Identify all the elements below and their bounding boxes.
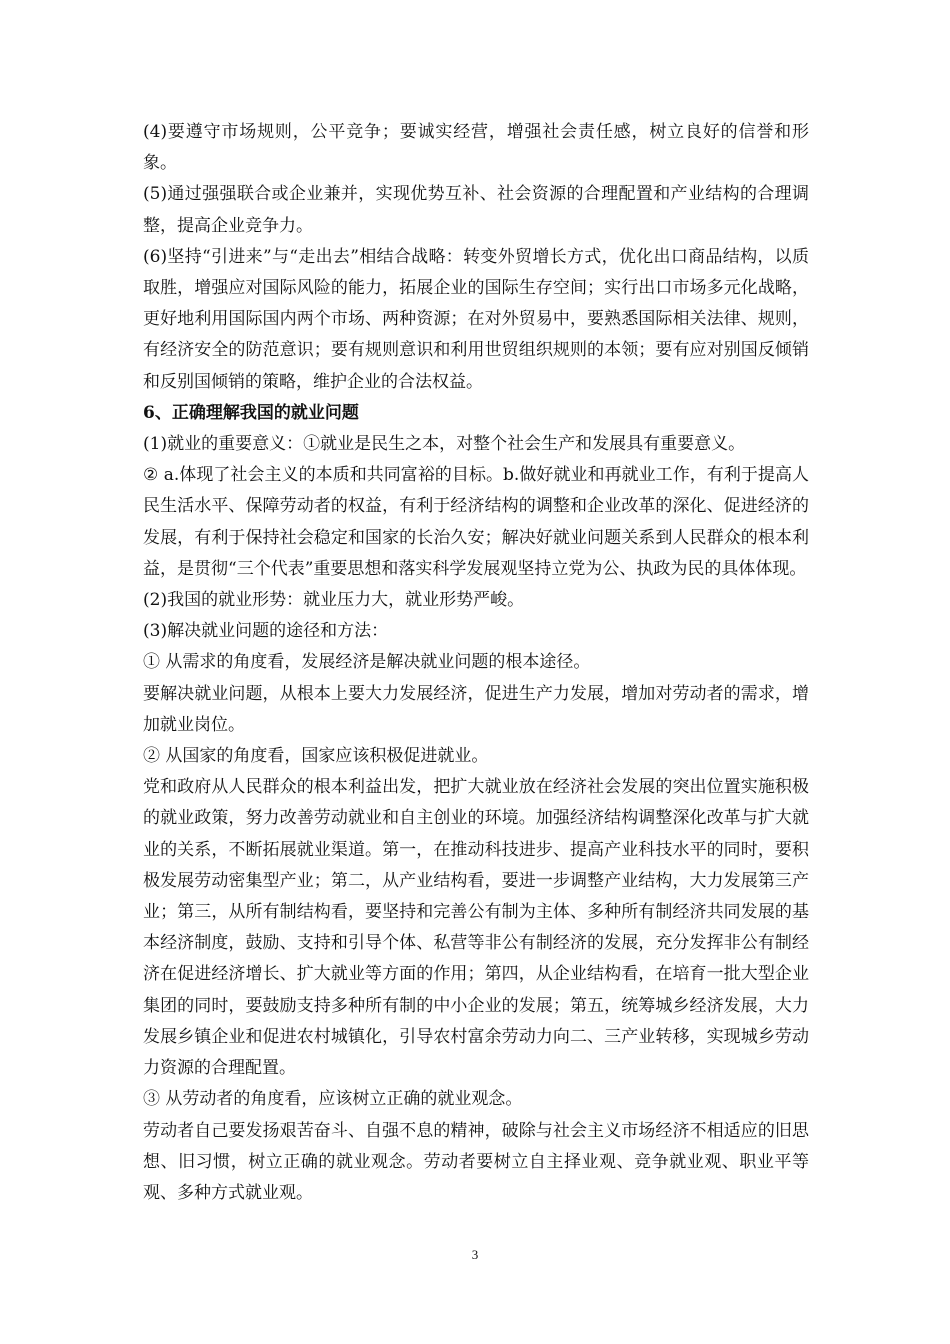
paragraph-employment-significance: ② a.体现了社会主义的本质和共同富裕的目标。b.做好就业和再就业工作，有利于提高人民生活水平、保障劳动者的权益，有利于经济结构的调整和企业改革的深化、促进经济的发展，有利于保持社会稳定和国家的长治久安；解决好就业问题关系到人民群众的根本利益，是贯彻“三个代表”重要思想和落实科学发展观坚持立党为公、执政为民的具体体现。 xyxy=(143,465,809,579)
paragraph-worker-view: ③ 从劳动者的角度看，应该树立正确的就业观念。 xyxy=(143,1089,523,1110)
paragraph-going-global: (6)坚持“引进来”与“走出去”相结合战略：转变外贸增长方式，优化出口商品结构，以质取胜，增强应对国际风险的能力，拓展企业的国际生存空间；实行出口市场多元化战略，更好地利用国际国内两个市场、两种资源；在对外贸易中，要熟悉国际相关法律、规则，有经济安全的防范意识；要有规则意识和利用世贸组织规则的本领；要有应对别国反倾销和反别国倾销的策略，维护企业的合法权益。 xyxy=(143,246,809,392)
paragraph-employment-importance: (1)就业的重要意义：①就业是民生之本，对整个社会生产和发展具有重要意义。 xyxy=(143,434,746,455)
paragraph-worker-detail: 劳动者自己要发扬艰苦奋斗、自强不息的精神，破除与社会主义市场经济不相适应的旧思想、旧习惯，树立正确的就业观念。劳动者要树立自主择业观、竞争就业观、职业平等观、多种方式就业观。 xyxy=(143,1120,809,1203)
paragraph-demand-view: ① 从需求的角度看，发展经济是解决就业问题的根本途径。 xyxy=(143,652,591,673)
document-body xyxy=(143,117,809,1209)
page-number: 3 xyxy=(471,1247,479,1262)
paragraph-mergers: (5)通过强强联合或企业兼并，实现优势互补、社会资源的合理配置和产业结构的合理调整，提高企业竞争力。 xyxy=(143,184,809,236)
paragraph-employment-situation: (2)我国的就业形势：就业压力大，就业形势严峻。 xyxy=(143,590,525,611)
paragraph-state-view: ② 从国家的角度看，国家应该积极促进就业。 xyxy=(143,746,489,767)
section-heading-employment: 6、正确理解我国的就业问题 xyxy=(143,402,359,423)
paragraph-market-rules: (4)要遵守市场规则，公平竞争；要诚实经营，增强社会责任感，树立良好的信誉和形象。 xyxy=(143,122,809,174)
paragraph-solutions-intro: (3)解决就业问题的途径和方法： xyxy=(143,621,389,642)
paragraph-state-detail: 党和政府从人民群众的根本利益出发，把扩大就业放在经济社会发展的突出位置实施积极的就业政策，努力改善劳动就业和自主创业的环境。加强经济结构调整深化改革与扩大就业的关系，不断拓展就业渠道。第一，在推动科技进步、提高产业科技水平的同时，要积极发展劳动密集型产业；第二，从产业结构看，要进一步调整产业结构，大力发展第三产业；第三，从所有制结构看，要坚持和完善公有制为主体、多种所有制经济共同发展的基本经济制度，鼓励、支持和引导个体、私营等非公有制经济的发展，充分发挥非公有制经济在促进经济增长、扩大就业等方面的作用；第四，从企业结构看，在培育一批大型企业集团的同时，要鼓励支持多种所有制的中小企业的发展；第五，统筹城乡经济发展，大力发展乡镇企业和促进农村城镇化，引导农村富余劳动力向二、三产业转移，实现城乡劳动力资源的合理配置。 xyxy=(143,777,809,1079)
paragraph-demand-detail: 要解决就业问题，从根本上要大力发展经济，促进生产力发展，增加对劳动者的需求，增加就业岗位。 xyxy=(143,683,809,735)
